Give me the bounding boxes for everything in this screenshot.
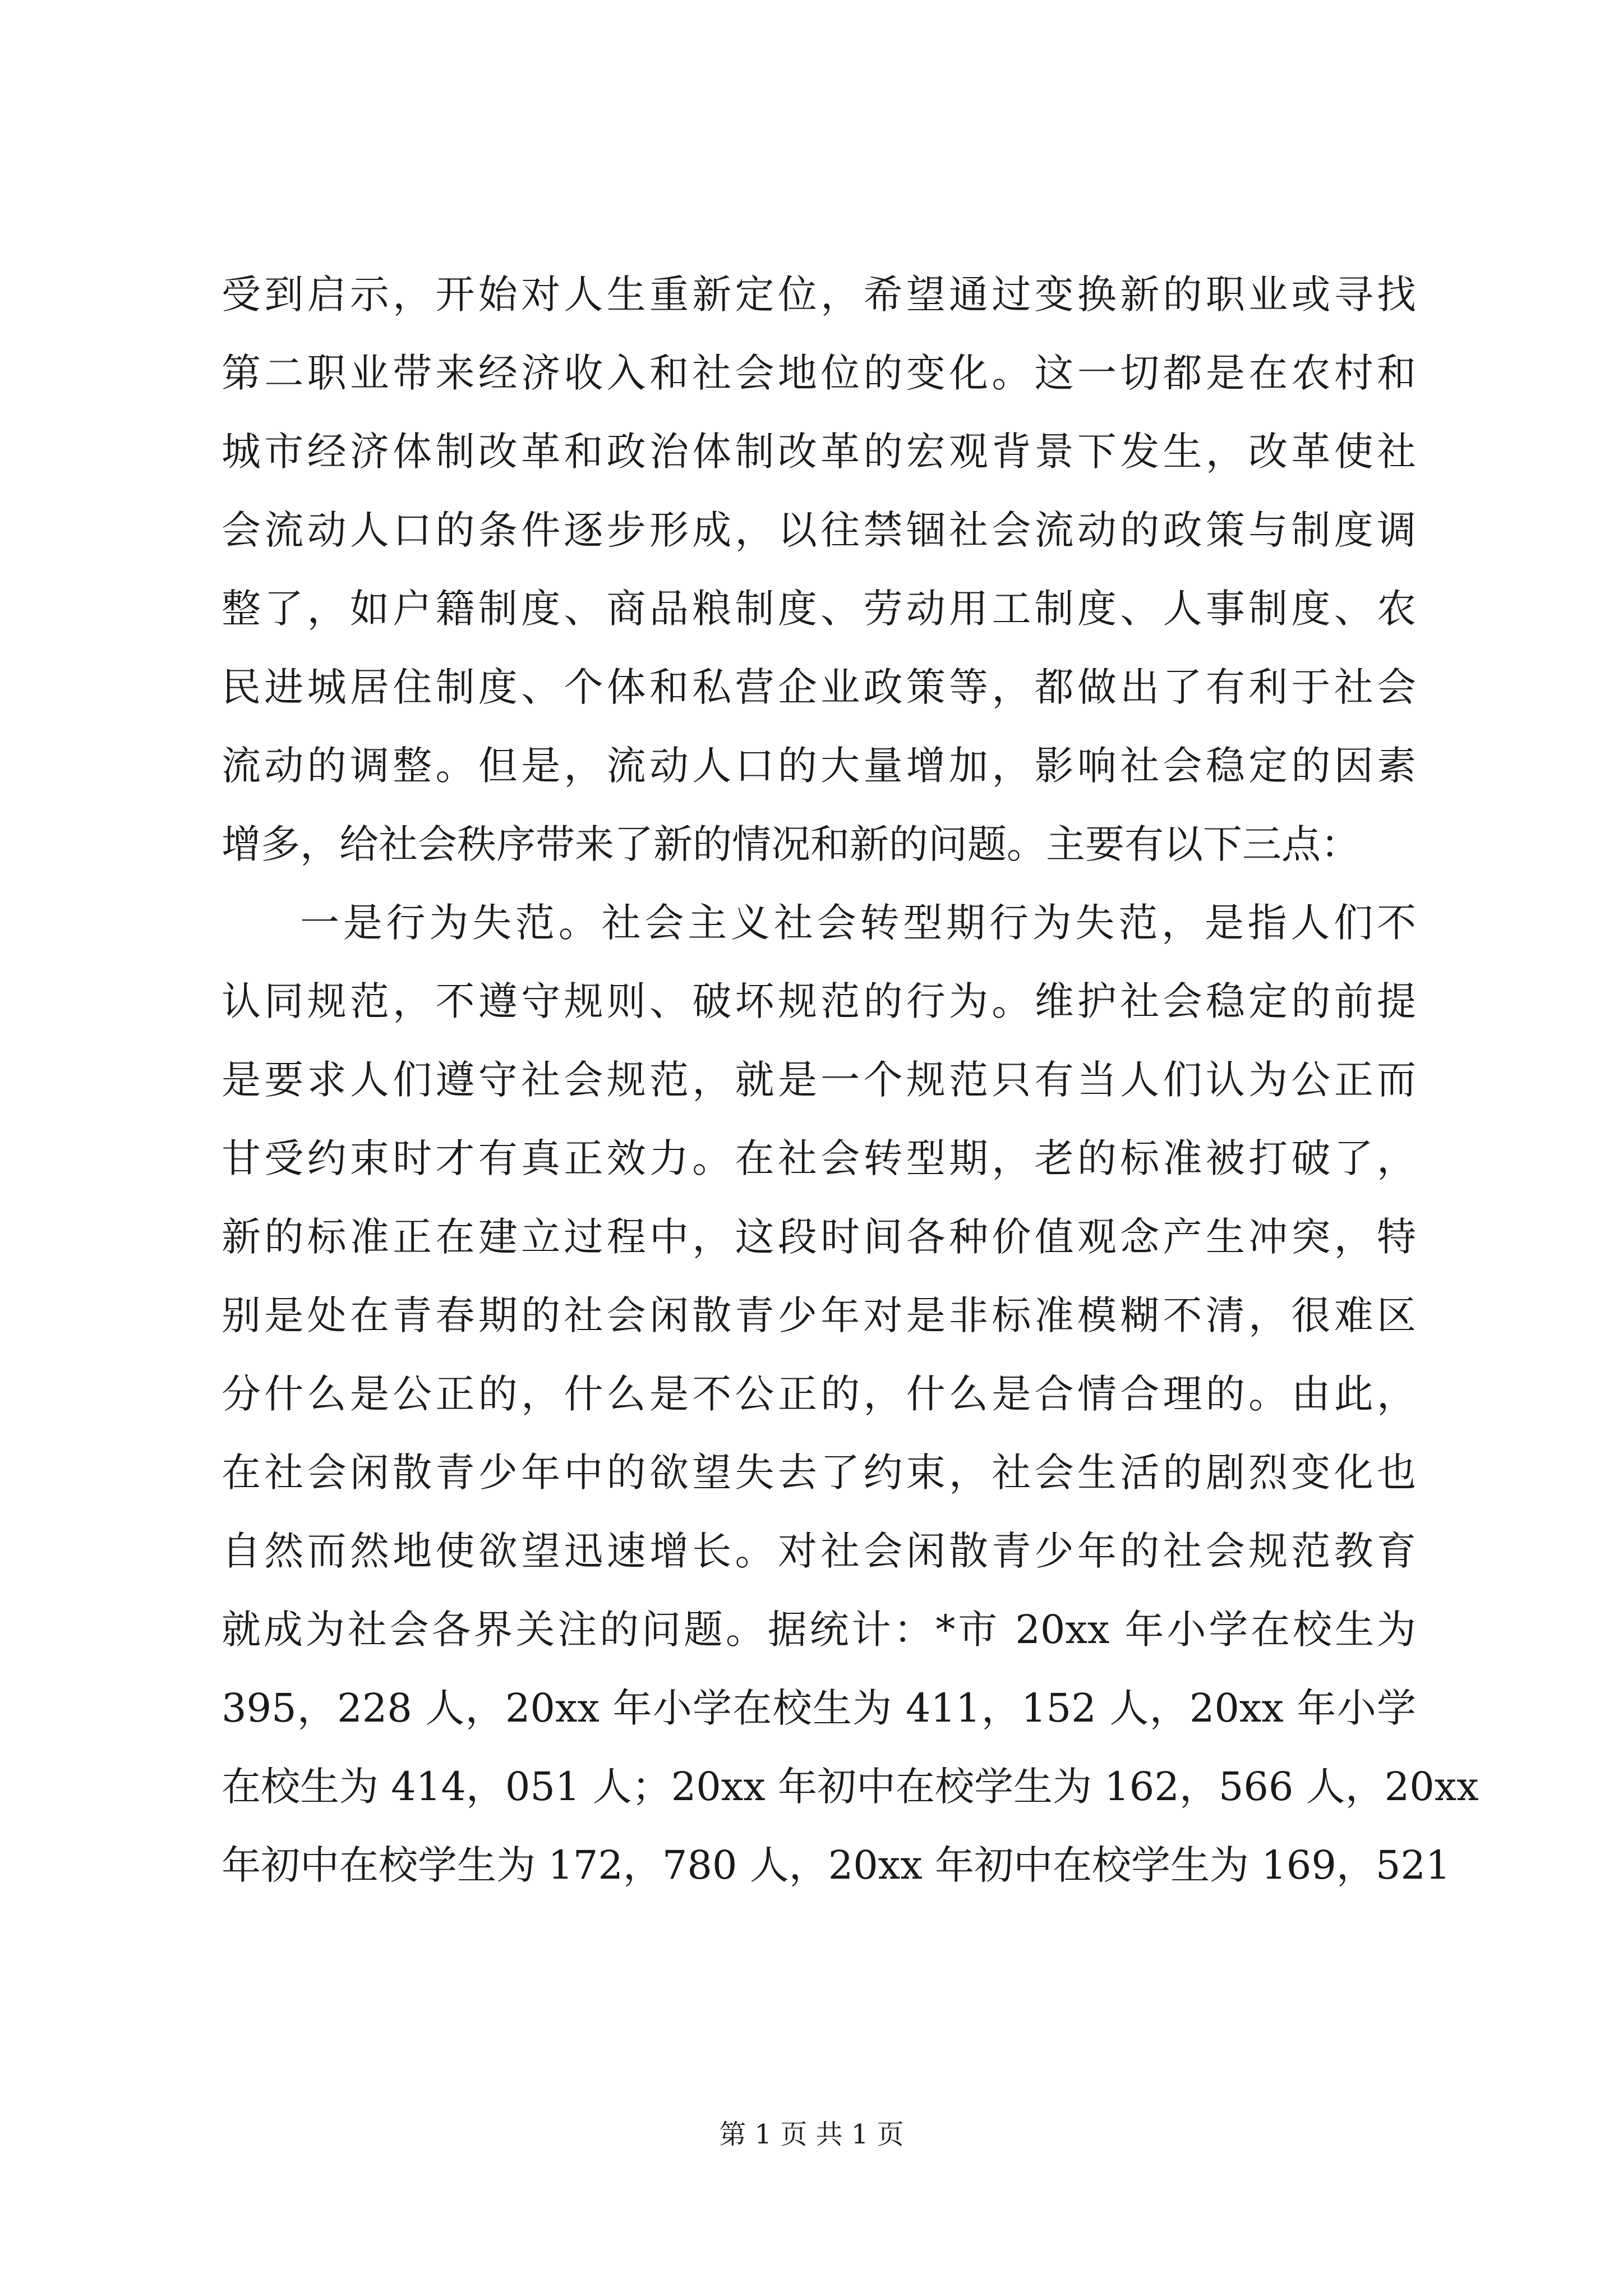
text-line: 别是处在青春期的社会闲散青少年对是非标准模糊不清，很难区 xyxy=(222,1292,1416,1338)
body-text xyxy=(222,255,1479,1904)
text-line: 就成为社会各界关注的问题。据统计：*市 20xx 年小学在校生为 xyxy=(222,1607,1416,1653)
text-line: 认同规范，不遵守规则、破坏规范的行为。维护社会稳定的前提 xyxy=(222,978,1416,1024)
text-line: 395，228 人，20xx 年小学在校生为 411，152 人，20xx 年小学 xyxy=(222,1685,1416,1731)
text-line: 城市经济体制改革和政治体制改革的宏观背景下发生，改革使社 xyxy=(222,429,1416,475)
text-line: 自然而然地使欲望迅速增长。对社会闲散青少年的社会规范教育 xyxy=(222,1528,1416,1574)
text-line: 整了，如户籍制度、商品粮制度、劳动用工制度、人事制度、农 xyxy=(222,586,1416,632)
page-number-footer: 第 1 页 共 1 页 xyxy=(719,2119,904,2150)
text-line: 在社会闲散青少年中的欲望失去了约束，社会生活的剧烈变化也 xyxy=(222,1450,1416,1496)
text-line: 新的标准正在建立过程中，这段时间各种价值观念产生冲突，特 xyxy=(222,1214,1416,1260)
text-line: 分什么是公正的，什么是不公正的，什么是合情合理的。由此， xyxy=(222,1371,1416,1417)
text-line: 甘受约束时才有真正效力。在社会转型期，老的标准被打破了， xyxy=(222,1135,1416,1181)
text-line-paragraph-start: 一是行为失范。社会主义社会转型期行为失范，是指人们不 xyxy=(300,900,1416,946)
text-line: 年初中在校学生为 172，780 人，20xx 年初中在校学生为 169，521 xyxy=(222,1842,1451,1888)
text-line-paragraph-end: 增多，给社会秩序带来了新的情况和新的问题。主要有以下三点： xyxy=(222,821,1360,867)
text-line: 在校生为 414，051 人；20xx 年初中在校学生为 162，566 人，20xx xyxy=(222,1764,1479,1810)
text-line: 是要求人们遵守社会规范，就是一个规范只有当人们认为公正而 xyxy=(222,1057,1416,1103)
text-line: 民进城居住制度、个体和私营企业政策等，都做出了有利于社会 xyxy=(222,664,1416,710)
text-line: 第二职业带来经济收入和社会地位的变化。这一切都是在农村和 xyxy=(222,350,1416,396)
text-line: 流动的调整。但是，流动人口的大量增加，影响社会稳定的因素 xyxy=(222,743,1416,789)
text-line: 受到启示，开始对人生重新定位，希望通过变换新的职业或寻找 xyxy=(222,272,1416,318)
text-line: 会流动人口的条件逐步形成，以往禁锢社会流动的政策与制度调 xyxy=(222,507,1416,553)
